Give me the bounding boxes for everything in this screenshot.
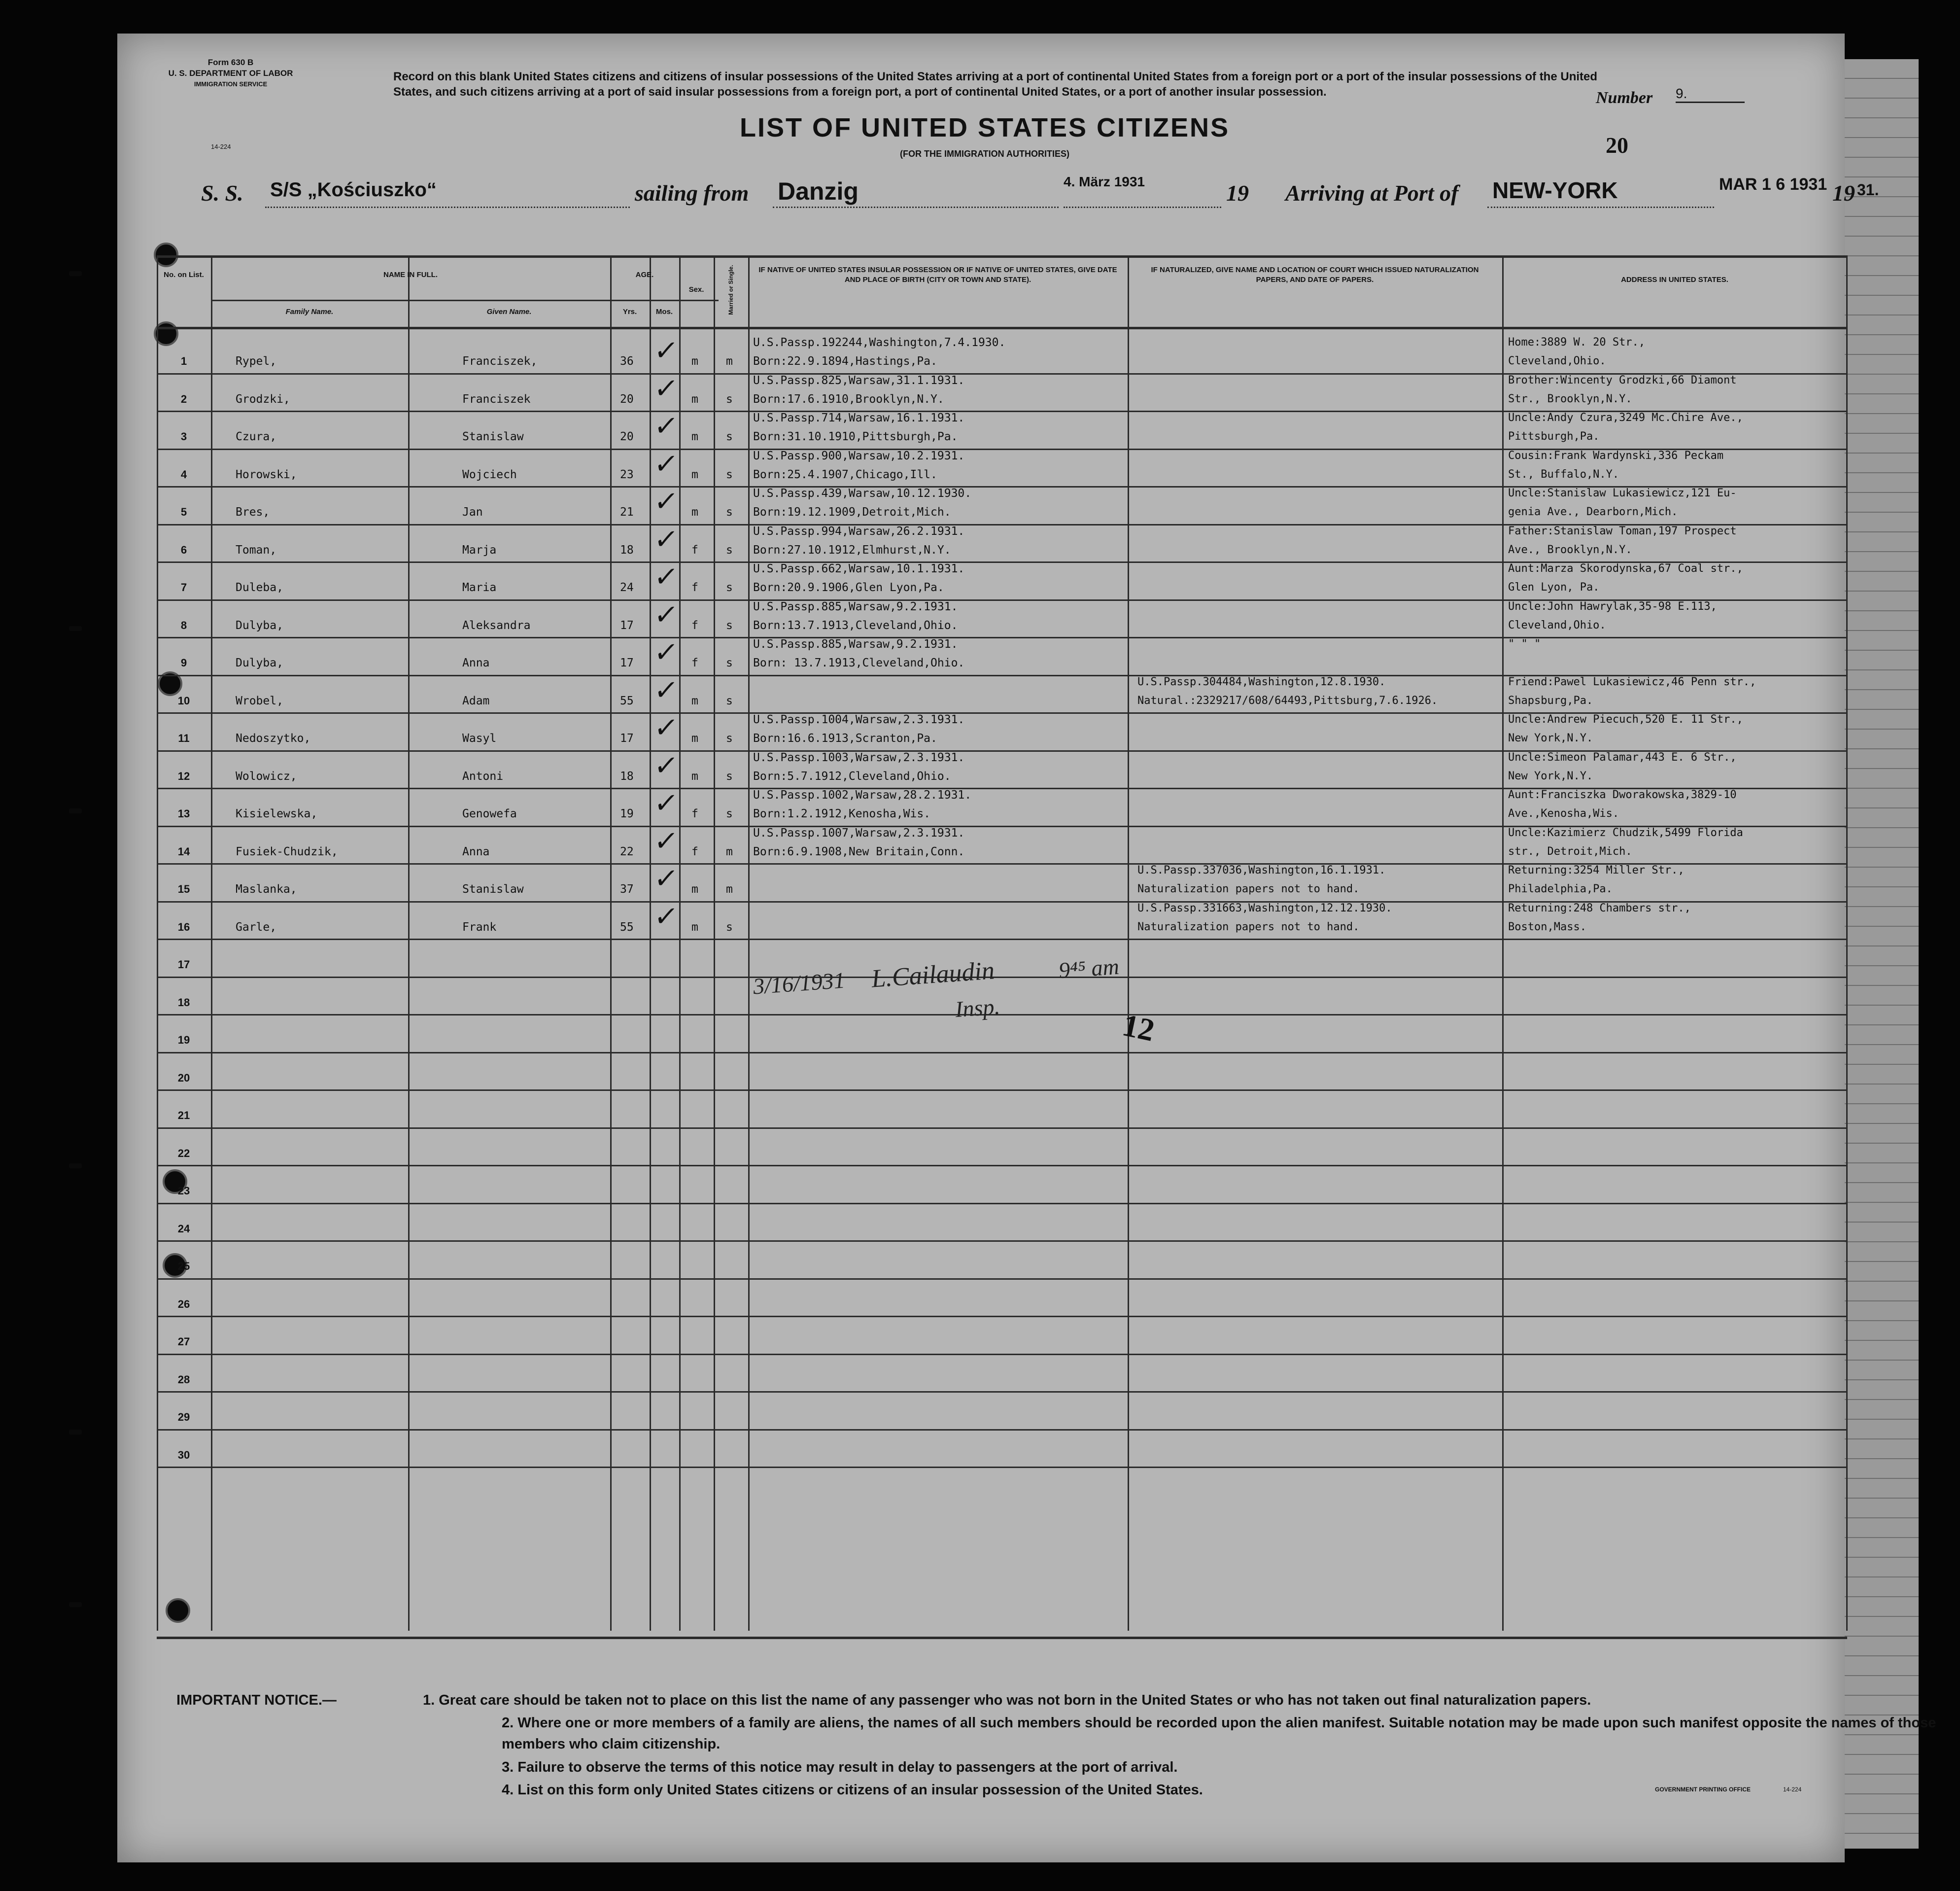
arrival-port-line: [1487, 207, 1714, 208]
age-years: 21: [620, 506, 634, 519]
birth-date-place: Born:22.9.1894,Hastings,Pa.: [753, 355, 937, 368]
address-line-2: str., Detroit,Mich.: [1508, 845, 1632, 858]
address-line-2: Glen Lyon, Pa.: [1508, 581, 1600, 594]
marital-status: s: [726, 619, 733, 632]
naturalization-papers: Natural.:2329217/608/64493,Pittsburg,7.6.1926.: [1137, 694, 1438, 707]
row-divider: [157, 1165, 1847, 1166]
table-bottom-border: [157, 1637, 1847, 1639]
marital-status: s: [726, 430, 733, 443]
naturalization-papers: Naturalization papers not to hand.: [1137, 920, 1360, 933]
row-divider: [157, 1316, 1847, 1317]
address-line-1: Uncle:Andrew Piecuch,520 E. 11 Str.,: [1508, 713, 1743, 726]
from-port: Danzig: [778, 177, 859, 205]
row-divider: [157, 1127, 1847, 1129]
intro-text: Record on this blank United States citizens and citizens of insular possessions of the United States arriving at a port of continental United States from a foreign port or a port of the insular possessions of the United States, and such citizens arriving at a port of said insular possessions from a foreign port, a port of continental United States, or a port of another insular possession.: [393, 70, 1598, 99]
family-name: Nedoszytko,: [236, 732, 311, 745]
row-number: 11: [178, 732, 190, 744]
row-number: 15: [177, 883, 190, 895]
row-number: 5: [180, 506, 187, 518]
page-title: LIST OF UNITED STATES CITIZENS: [740, 113, 1230, 142]
header-yrs: Yrs.: [622, 308, 637, 316]
row-divider: [157, 1467, 1847, 1468]
given-name: Wojciech: [462, 468, 517, 481]
birth-passport: U.S.Passp.1007,Warsaw,2.3.1931.: [753, 826, 965, 840]
row-number: 7: [180, 581, 187, 594]
given-name: Stanislaw: [462, 883, 524, 896]
form: [117, 34, 1936, 1862]
check-mark: ✓: [652, 787, 680, 819]
age-years: 17: [620, 732, 634, 745]
given-name: Wasyl: [462, 732, 497, 745]
given-name: Stanislaw: [462, 430, 524, 443]
inspector-title: Insp.: [954, 993, 1001, 1022]
inspector-time: 9⁴⁵ am: [1058, 953, 1120, 983]
family-name: Dulyba,: [236, 619, 283, 632]
row-number: 3: [180, 430, 187, 443]
age-years: 24: [620, 581, 634, 594]
birth-passport: U.S.Passp.994,Warsaw,26.2.1931.: [753, 525, 965, 538]
row-divider: [157, 977, 1847, 978]
check-mark: ✓: [652, 335, 680, 367]
sex: m: [691, 392, 698, 406]
row-divider: [157, 1052, 1847, 1053]
row-number: 16: [177, 920, 190, 933]
given-name: Maria: [462, 581, 497, 594]
row-number: 4: [180, 468, 187, 481]
row-number: 8: [180, 619, 187, 631]
binder-mark: [69, 1430, 82, 1435]
notice-item-1: 1. Great care should be taken not to place on this list the name of any passenger who was not born in the United States or who has not taken out final naturalization papers.: [423, 1692, 1591, 1708]
sex: m: [691, 920, 698, 934]
row-divider: [157, 1240, 1847, 1242]
header-no-on-list: No. on List.: [164, 271, 204, 279]
margin-number: 12: [1119, 1007, 1158, 1048]
birth-date-place: Born:13.7.1913,Cleveland,Ohio.: [753, 619, 958, 632]
sex: f: [691, 807, 698, 820]
family-name: Bres,: [236, 506, 270, 519]
marital-status: s: [726, 807, 733, 820]
age-years: 18: [620, 543, 634, 557]
address-line-1: Returning:248 Chambers str.,: [1508, 902, 1691, 914]
check-mark: ✓: [652, 410, 680, 442]
arrival-port: NEW-YORK: [1492, 177, 1618, 203]
marital-status: s: [726, 694, 733, 707]
binder-mark: [69, 808, 82, 813]
age-years: 20: [620, 430, 634, 443]
address-line-1: Father:Stanislaw Toman,197 Prospect: [1508, 525, 1737, 537]
row-number: 1: [180, 355, 187, 367]
sex: f: [691, 619, 698, 632]
notice-item-2: 2. Where one or more members of a family are aliens, the names of all such members should be recorded upon the alien manifest. Suitable notation may be made upon such manifest opposite the names of those members who claim citizenship.: [502, 1715, 1936, 1752]
address-line-1: " " ": [1508, 638, 1541, 650]
address-line-2: Str., Brooklyn,N.Y.: [1508, 392, 1632, 405]
sex: f: [691, 543, 698, 557]
address-line-2: New York,N.Y.: [1508, 732, 1593, 744]
birth-passport: U.S.Passp.439,Warsaw,10.12.1930.: [753, 487, 972, 500]
address-line-1: Aunt:Franciszka Dworakowska,3829-10: [1508, 789, 1737, 801]
sex: m: [691, 355, 698, 368]
age-years: 36: [620, 355, 634, 368]
age-years: 17: [620, 657, 634, 669]
age-years: 18: [620, 770, 634, 783]
row-number: 9: [180, 657, 187, 669]
header-name-in-full: NAME IN FULL.: [383, 271, 438, 279]
birth-passport: U.S.Passp.662,Warsaw,10.1.1931.: [753, 562, 965, 575]
row-number: 14: [177, 845, 190, 858]
binder-mark: [69, 1602, 82, 1607]
address-line-2: genia Ave., Dearborn,Mich.: [1508, 506, 1678, 518]
binder-mark: [69, 626, 82, 631]
birth-passport: U.S.Passp.1004,Warsaw,2.3.1931.: [753, 713, 965, 726]
family-name: Wolowicz,: [236, 770, 297, 783]
column-divider: [748, 255, 750, 1631]
service-name: IMMIGRATION SERVICE: [194, 80, 268, 88]
age-years: 55: [620, 694, 634, 707]
address-line-1: Friend:Pawel Lukasiewicz,46 Penn str.,: [1508, 675, 1756, 688]
address-line-1: Returning:3254 Miller Str.,: [1508, 864, 1685, 876]
family-name: Horowski,: [236, 468, 297, 481]
sex: f: [691, 581, 698, 594]
marital-status: s: [726, 581, 733, 594]
given-name: Adam: [462, 694, 490, 707]
family-name: Czura,: [236, 430, 277, 443]
address-line-1: Home:3889 W. 20 Str.,: [1508, 336, 1646, 349]
check-mark: ✓: [652, 448, 680, 480]
address-line-2: Cleveland,Ohio.: [1508, 355, 1606, 367]
row-number: 21: [177, 1109, 190, 1121]
given-name: Anna: [462, 657, 490, 669]
given-name: Anna: [462, 845, 490, 858]
citizen-table: [157, 255, 1847, 1631]
family-name: Toman,: [236, 543, 277, 557]
sex: f: [691, 657, 698, 669]
address-line-2: Shapsburg,Pa.: [1508, 694, 1593, 707]
age-years: 19: [620, 807, 634, 820]
column-divider: [211, 255, 212, 1631]
notice-label: IMPORTANT NOTICE.—: [176, 1692, 337, 1708]
marital-status: s: [726, 920, 733, 934]
birth-date-place: Born: 13.7.1913,Cleveland,Ohio.: [753, 657, 965, 669]
marital-status: s: [726, 506, 733, 519]
binder-mark: [69, 271, 82, 276]
naturalization-papers: Naturalization papers not to hand.: [1137, 883, 1360, 895]
birth-passport: U.S.Passp.885,Warsaw,9.2.1931.: [753, 600, 958, 613]
check-mark: ✓: [652, 636, 680, 668]
sailing-date: 4. März 1931: [1064, 174, 1145, 189]
address-line-2: Philadelphia,Pa.: [1508, 883, 1613, 895]
header-sex: Sex.: [688, 285, 704, 294]
given-name: Jan: [462, 506, 483, 519]
from-port-line: [773, 207, 1059, 208]
form-header-block: [167, 57, 295, 90]
sheet-number: 20: [1606, 133, 1628, 158]
arrival-date: MAR 1 6 1931: [1719, 175, 1827, 194]
form-code: 14-224: [211, 143, 231, 150]
address-line-1: Uncle:Stanislaw Lukasiewicz,121 Eu-: [1508, 487, 1737, 499]
address-line-2: St., Buffalo,N.Y.: [1508, 468, 1619, 481]
birth-date-place: Born:31.10.1910,Pittsburgh,Pa.: [753, 430, 958, 443]
ship-name-line: [265, 207, 630, 208]
year-prefix-1: 19: [1226, 180, 1249, 206]
row-number: 22: [177, 1147, 190, 1159]
sailing-label: sailing from: [635, 180, 749, 206]
address-line-2: Ave., Brooklyn,N.Y.: [1508, 543, 1632, 556]
birth-passport: U.S.Passp.1002,Warsaw,28.2.1931.: [753, 789, 972, 802]
number-label: Number: [1596, 89, 1653, 107]
printing-office: GOVERNMENT PRINTING OFFICE: [1655, 1786, 1751, 1793]
family-name: Duleba,: [236, 581, 283, 594]
given-name: Marja: [462, 543, 497, 557]
table-border: [157, 255, 158, 1631]
birth-date-place: Born:19.12.1909,Detroit,Mich.: [753, 506, 951, 519]
row-number: 29: [177, 1411, 190, 1423]
row-number: 25: [177, 1260, 190, 1272]
check-mark: ✓: [652, 825, 680, 857]
family-name: Dulyba,: [236, 657, 283, 669]
row-number: 6: [180, 543, 187, 556]
naturalization-passport: U.S.Passp.337036,Washington,16.1.1931.: [1137, 864, 1386, 876]
birth-passport: U.S.Passp.1003,Warsaw,2.3.1931.: [753, 751, 965, 764]
check-mark: ✓: [652, 749, 680, 782]
marital-status: s: [726, 392, 733, 406]
age-years: 20: [620, 392, 634, 406]
subheader-divider: [211, 300, 719, 301]
page-subtitle: (FOR THE IMMIGRATION AUTHORITIES): [900, 149, 1069, 159]
given-name: Frank: [462, 920, 497, 934]
marital-status: m: [726, 883, 733, 896]
row-divider: [157, 1354, 1847, 1355]
naturalization-passport: U.S.Passp.331663,Washington,12.12.1930.: [1137, 902, 1392, 914]
check-mark: ✓: [652, 486, 680, 518]
birth-date-place: Born:17.6.1910,Brooklyn,N.Y.: [753, 392, 944, 406]
age-years: 23: [620, 468, 634, 481]
family-name: Rypel,: [236, 355, 277, 368]
row-divider: [157, 939, 1847, 940]
row-divider: [157, 1014, 1847, 1016]
family-name: Grodzki,: [236, 392, 290, 406]
birth-date-place: Born:20.9.1906,Glen Lyon,Pa.: [753, 581, 944, 594]
marital-status: s: [726, 543, 733, 557]
header-mos: Mos.: [655, 308, 673, 316]
print-code: 14-224: [1783, 1786, 1802, 1793]
family-name: Garle,: [236, 920, 277, 934]
header-address: ADDRESS IN UNITED STATES.: [1621, 276, 1728, 284]
column-divider: [1128, 255, 1129, 1631]
given-name: Antoni: [462, 770, 504, 783]
row-number: 18: [177, 996, 190, 1009]
sex: m: [691, 732, 698, 745]
sex: f: [691, 845, 698, 858]
row-number: 24: [177, 1222, 190, 1235]
check-mark: ✓: [652, 561, 680, 593]
column-divider: [408, 255, 410, 1631]
age-years: 55: [620, 920, 634, 934]
year-prefix-2: 19: [1832, 180, 1855, 206]
year-suffix-2: 31.: [1857, 181, 1879, 199]
column-divider: [650, 255, 651, 1631]
row-number: 12: [177, 770, 190, 782]
birth-date-place: Born:1.2.1912,Kenosha,Wis.: [753, 807, 931, 820]
header-naturalized: IF NATURALIZED, GIVE NAME AND LOCATION OF COURT WHICH ISSUED NATURALIZATION PAPERS, AND DATE OF PAPERS.: [1151, 266, 1479, 284]
table-top-border: [157, 255, 1847, 258]
birth-date-place: Born:25.4.1907,Chicago,Ill.: [753, 468, 937, 481]
sex: m: [691, 506, 698, 519]
column-divider: [610, 255, 612, 1631]
marital-status: m: [726, 845, 733, 858]
address-line-2: Ave.,Kenosha,Wis.: [1508, 807, 1619, 820]
given-name: Genowefa: [462, 807, 517, 820]
birth-date-place: Born:5.7.1912,Cleveland,Ohio.: [753, 770, 951, 783]
row-number: 20: [177, 1071, 190, 1084]
address-line-1: Cousin:Frank Wardynski,336 Peckam: [1508, 449, 1724, 462]
sailing-date-line: [1064, 207, 1221, 208]
sex: m: [691, 770, 698, 783]
address-line-1: Brother:Wincenty Grodzki,66 Diamont: [1508, 374, 1737, 386]
birth-passport: U.S.Passp.192244,Washington,7.4.1930.: [753, 336, 1006, 349]
arriving-label: Arriving at Port of: [1285, 180, 1459, 206]
birth-passport: U.S.Passp.885,Warsaw,9.2.1931.: [753, 638, 958, 651]
form-number: Form 630 B: [207, 58, 254, 67]
number-value: 9.: [1676, 86, 1745, 103]
ss-label: S. S.: [201, 180, 243, 206]
notice-item-4: 4. List on this form only United States citizens or citizens of an insular possession of the United States.: [502, 1782, 1203, 1798]
voyage-line: [201, 174, 1879, 213]
column-divider: [679, 255, 681, 1631]
row-divider: [157, 1278, 1847, 1280]
table-border: [1846, 255, 1848, 1631]
next-page-edge: [1845, 59, 1919, 1849]
row-number: 27: [177, 1335, 190, 1348]
birth-passport: U.S.Passp.900,Warsaw,10.2.1931.: [753, 449, 965, 462]
birth-passport: U.S.Passp.825,Warsaw,31.1.1931.: [753, 374, 965, 387]
check-mark: ✓: [652, 372, 680, 405]
column-divider: [1502, 255, 1504, 1631]
row-number: 23: [177, 1185, 190, 1197]
sex: m: [691, 468, 698, 481]
marital-status: s: [726, 732, 733, 745]
header-birthplace: IF NATIVE OF UNITED STATES INSULAR POSSESSION OR IF NATIVE OF UNITED STATES, GIVE DATE AND PLACE OF BIRTH (CITY OR TOWN AND STATE).: [758, 266, 1117, 284]
family-name: Kisielewska,: [236, 807, 318, 820]
family-name: Wrobel,: [236, 694, 283, 707]
row-divider: [157, 1429, 1847, 1431]
sex: m: [691, 694, 698, 707]
marital-status: s: [726, 468, 733, 481]
family-name: Fusiek-Chudzik,: [236, 845, 338, 858]
given-name: Franciszek,: [462, 355, 538, 368]
age-years: 17: [620, 619, 634, 632]
inspector-signature: L.Cailaudin: [870, 956, 996, 993]
check-mark: ✓: [652, 598, 680, 631]
inspector-date: 3/16/1931: [752, 967, 846, 999]
marital-status: s: [726, 657, 733, 669]
binder-mark: [69, 1163, 82, 1168]
row-divider: [157, 1203, 1847, 1204]
given-name: Franciszek: [462, 392, 531, 406]
address-line-1: Uncle:Kazimierz Chudzik,5499 Florida: [1508, 826, 1743, 839]
marital-status: m: [726, 355, 733, 368]
check-mark: ✓: [652, 900, 680, 933]
row-number: 17: [177, 958, 190, 971]
row-divider: [157, 1391, 1847, 1393]
header-given-name: Given Name.: [486, 308, 532, 316]
birth-date-place: Born:6.9.1908,New Britain,Conn.: [753, 845, 965, 858]
birth-date-place: Born:16.6.1913,Scranton,Pa.: [753, 732, 937, 745]
check-mark: ✓: [652, 674, 680, 706]
column-divider: [714, 255, 715, 1631]
header-married-single: Married or Single.: [727, 265, 734, 315]
sex: m: [691, 430, 698, 443]
address-line-1: Aunt:Marza Skorodynska,67 Coal str.,: [1508, 562, 1743, 575]
address-line-2: Boston,Mass.: [1508, 920, 1586, 933]
row-number: 10: [177, 694, 190, 707]
notice-item-3: 3. Failure to observe the terms of this notice may result in delay to passengers at the port of arrival.: [502, 1759, 1178, 1775]
header-age: AGE.: [635, 271, 654, 279]
header-family-name: Family Name.: [285, 308, 334, 316]
ship-name: S/S „Kościuszko“: [270, 179, 437, 201]
header-bottom-border: [157, 327, 1847, 329]
marital-status: s: [726, 770, 733, 783]
address-line-2: New York,N.Y.: [1508, 770, 1593, 782]
address-line-1: Uncle:Simeon Palamar,443 E. 6 Str.,: [1508, 751, 1737, 764]
address-line-2: Cleveland,Ohio.: [1508, 619, 1606, 631]
row-number: 26: [177, 1297, 190, 1310]
row-number: 30: [177, 1448, 190, 1461]
address-line-2: Pittsburgh,Pa.: [1508, 430, 1600, 443]
birth-passport: U.S.Passp.714,Warsaw,16.1.1931.: [753, 412, 965, 424]
family-name: Maslanka,: [236, 883, 297, 896]
row-number: 13: [177, 807, 190, 820]
department-name: U. S. DEPARTMENT OF LABOR: [168, 69, 293, 78]
age-years: 37: [620, 883, 634, 896]
check-mark: ✓: [652, 523, 680, 556]
row-divider: [157, 637, 1847, 638]
address-line-1: Uncle:Andy Czura,3249 Mc.Chire Ave.,: [1508, 412, 1743, 424]
check-mark: ✓: [652, 863, 680, 895]
sex: m: [691, 883, 698, 896]
address-line-1: Uncle:John Hawrylak,35-98 E.113,: [1508, 600, 1717, 613]
check-mark: ✓: [652, 712, 680, 744]
given-name: Aleksandra: [462, 619, 531, 632]
row-number: 2: [180, 392, 187, 405]
age-years: 22: [620, 845, 634, 858]
row-number: 19: [177, 1034, 190, 1046]
row-number: 28: [177, 1373, 190, 1386]
row-divider: [157, 1089, 1847, 1091]
naturalization-passport: U.S.Passp.304484,Washington,12.8.1930.: [1137, 675, 1386, 688]
birth-date-place: Born:27.10.1912,Elmhurst,N.Y.: [753, 543, 951, 557]
